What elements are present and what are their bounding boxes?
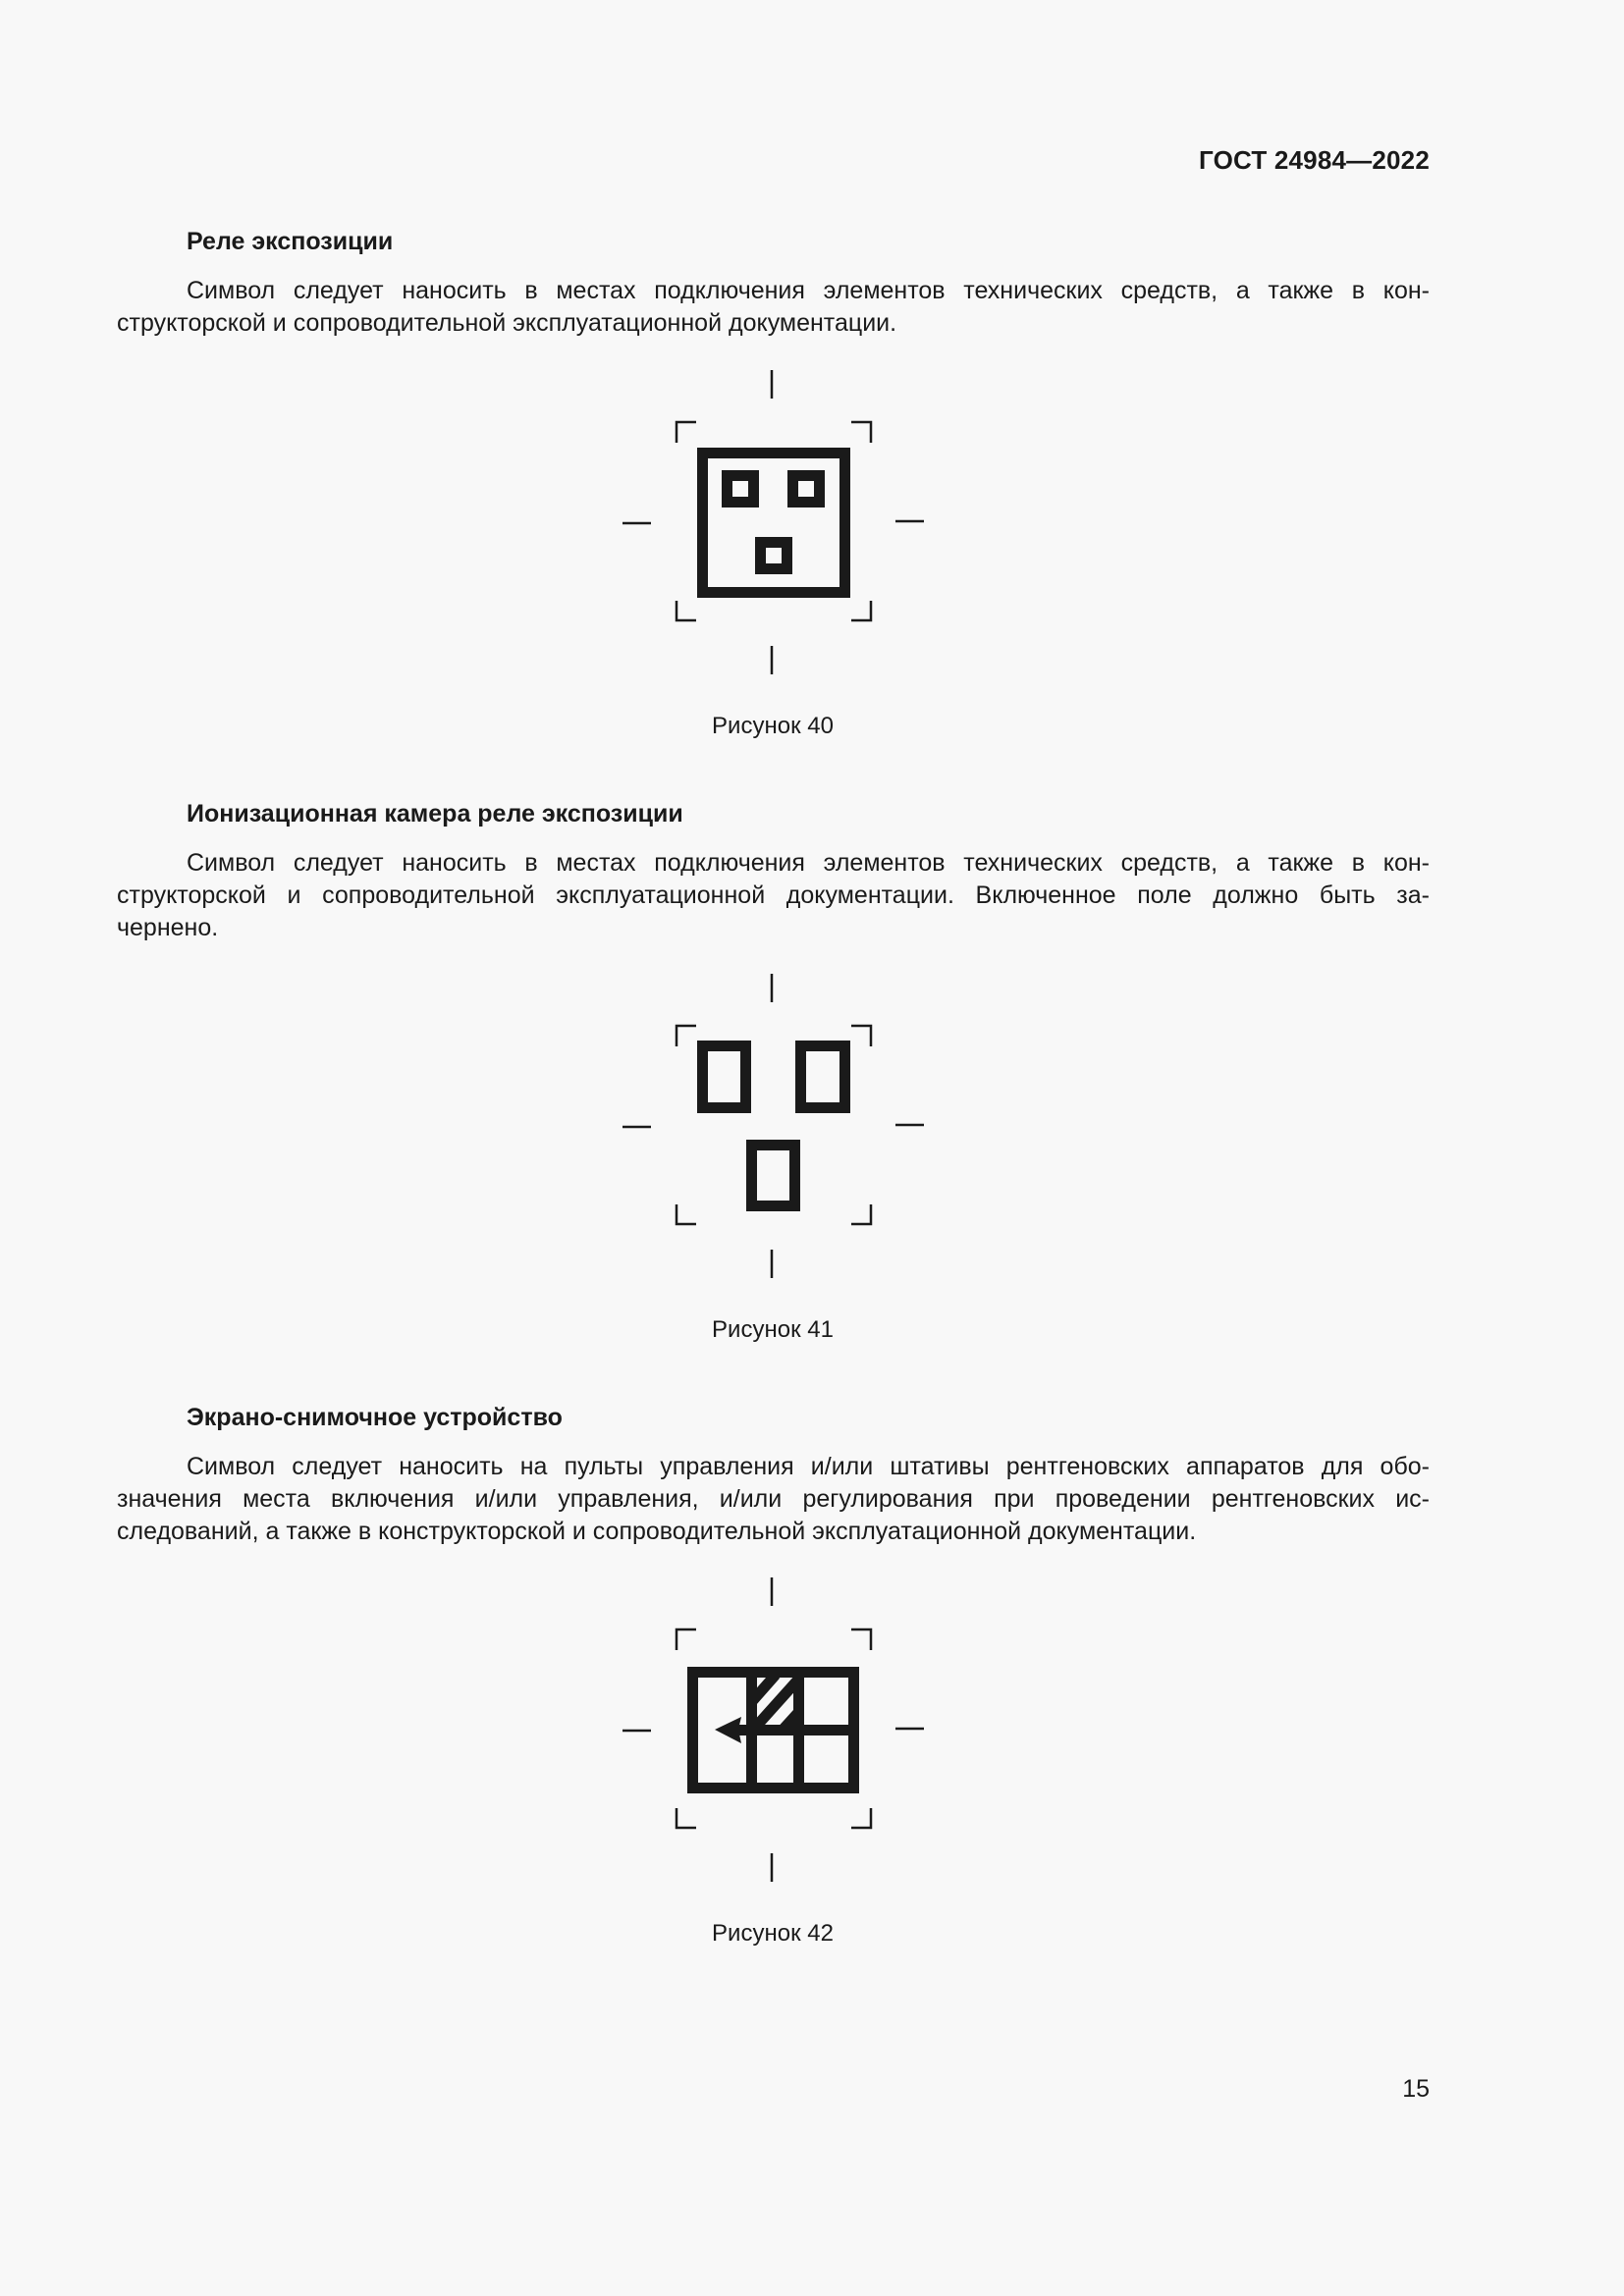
figure-caption: Рисунок 41 (712, 1316, 834, 1343)
figure-caption: Рисунок 42 (712, 1920, 834, 1947)
paragraph-line: значения места включения и/или управления, и/или регулирования при проведении рентгеновских ис- (117, 1485, 1430, 1513)
section-heading-ionization-chamber: Ионизационная камера реле экспозиции (187, 800, 683, 828)
figure-caption: Рисунок 40 (712, 713, 834, 739)
paragraph-line: чернено. (117, 914, 219, 941)
crop-marks (623, 370, 924, 674)
section-heading-exposure-relay: Реле экспозиции (187, 228, 394, 255)
page-number: 15 (1402, 2075, 1430, 2103)
paragraph-line: структорской и сопроводительной эксплуатационной документации. Включенное поле должно быть за- (117, 881, 1430, 909)
paragraph-line: Символ следует наносить в местах подключения элементов технических средств, а также в кон- (187, 277, 1430, 304)
crop-marks (623, 1577, 924, 1882)
paragraph-line: следований, а также в конструкторской и сопроводительной эксплуатационной документации. (117, 1518, 1197, 1545)
crop-marks (623, 974, 924, 1278)
section-paragraph-ionization-chamber (117, 847, 1430, 944)
section-paragraph-spot-film-device (117, 1451, 1430, 1548)
section-heading-spot-film-device: Экрано-снимочное устройство (187, 1404, 563, 1431)
paragraph-line: Символ следует наносить на пульты управления и/или штативы рентгеновских аппаратов для обо- (187, 1453, 1430, 1480)
paragraph-line: структорской и сопроводительной эксплуатационной документации. (117, 309, 897, 337)
section-paragraph-exposure-relay (117, 275, 1430, 340)
paragraph-line: Символ следует наносить в местах подключения элементов технических средств, а также в кон- (187, 849, 1430, 877)
document-code: ГОСТ 24984—2022 (1199, 145, 1430, 175)
arrow-left-icon (715, 1717, 741, 1743)
